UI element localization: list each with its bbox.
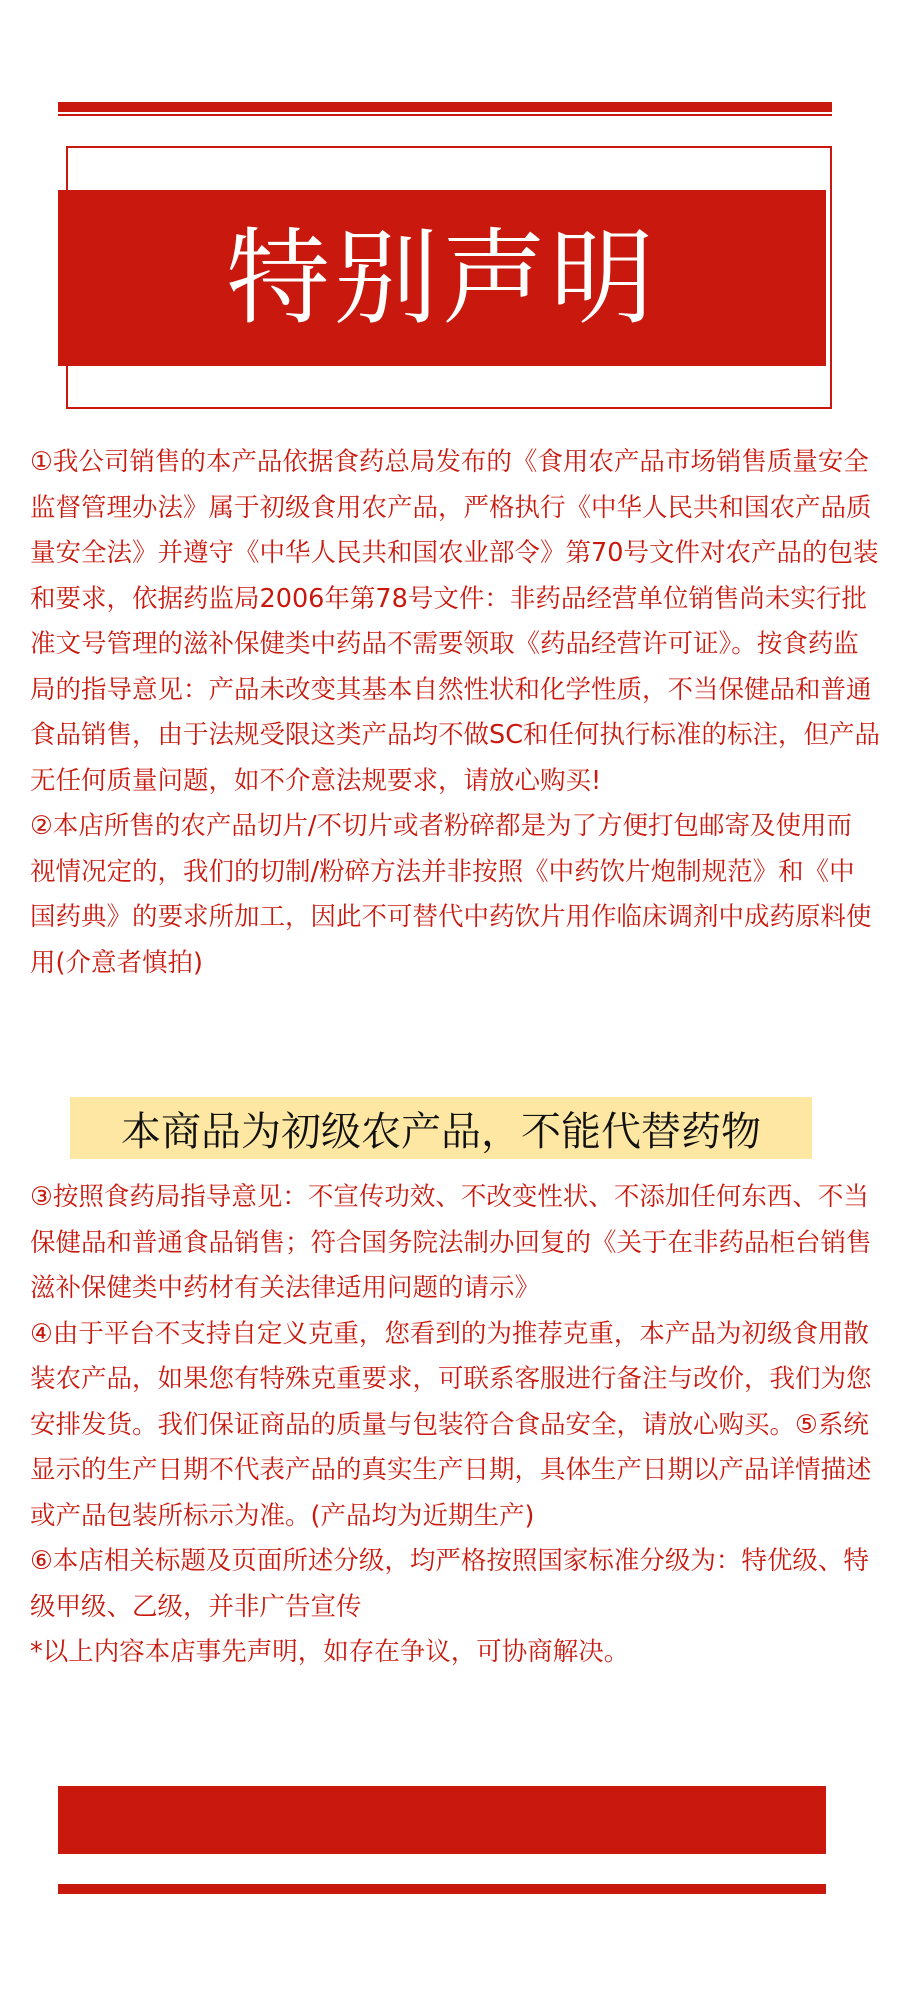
highlight-banner (70, 1097, 812, 1159)
statement-block-1 (30, 440, 880, 986)
statement-paragraph-6: ⑥本店相关标题及页面所述分级，均严格按照国家标准分级为：特优级、特级甲级、乙级，并非广告宣传 (30, 1546, 869, 1622)
statement-paragraph-2a: ②本店所售的农产品切片/不切片或者粉碎都是为了方便打包邮寄及使用而 (30, 811, 852, 841)
bottom-band (58, 1786, 826, 1854)
statement-note: *以上内容本店事先声明，如存在争议，可协商解决。 (30, 1637, 630, 1667)
page-title: 特别声明 (225, 217, 658, 339)
statement-paragraph-4: ④由于平台不支持自定义克重，您看到的为推荐克重，本产品为初级食用散装农产品，如果您有特殊克重要求，可联系客服进行备注与改价，我们为您安排发货。我们保证商品的质量与包装符合食品安全，请放心购买。⑤系统显示的生产日期不代表产品的真实生产日期，具体生产日期以产品详情描述或产品包装所标示为准。(产品均为近期生产) (30, 1318, 872, 1531)
bottom-rule (58, 1884, 826, 1894)
statement-paragraph-2b: 视情况定的，我们的切制/粉碎方法并非按照《中药饮片炮制规范》和《中国药典》的要求所加工，因此不可替代中药饮片用作临床调剂中成药原料使用(介意者慎拍) (30, 856, 872, 978)
highlight-text: 本商品为初级农产品，不能代替药物 (121, 1108, 761, 1155)
title-band (58, 190, 826, 366)
statement-block-2 (30, 1175, 880, 1676)
statement-paragraph-3: ③按照食药局指导意见：不宣传功效、不改变性状、不添加任何东西、不当保健品和普通食品销售；符合国务院法制办回复的《关于在非药品柜台销售滋补保健类中药材有关法律适用问题的请示》 (30, 1182, 872, 1303)
top-rule-thick (58, 102, 832, 112)
top-rule-thin (58, 114, 832, 116)
statement-paragraph-1: ①我公司销售的本产品依据食药总局发布的《食用农产品市场销售质量安全监督管理办法》属于初级食用农产品，严格执行《中华人民共和国农产品质量安全法》并遵守《中华人民共和国农业部令》第70号文件对农产品的包装和要求，依据药监局2006年第78号文件：非药品经营单位销售尚未实行批准文号管理的滋补保健类中药品不需要领取《药品经营许可证》。按食药监局的指导意见：产品未改变其基本自然性状和化学性质，不当保健品和普通食品销售，由于法规受限这类产品均不做SC和任何执行标准的标注，但产品无任何质量问题，如不介意法规要求，请放心购买! (30, 447, 880, 796)
